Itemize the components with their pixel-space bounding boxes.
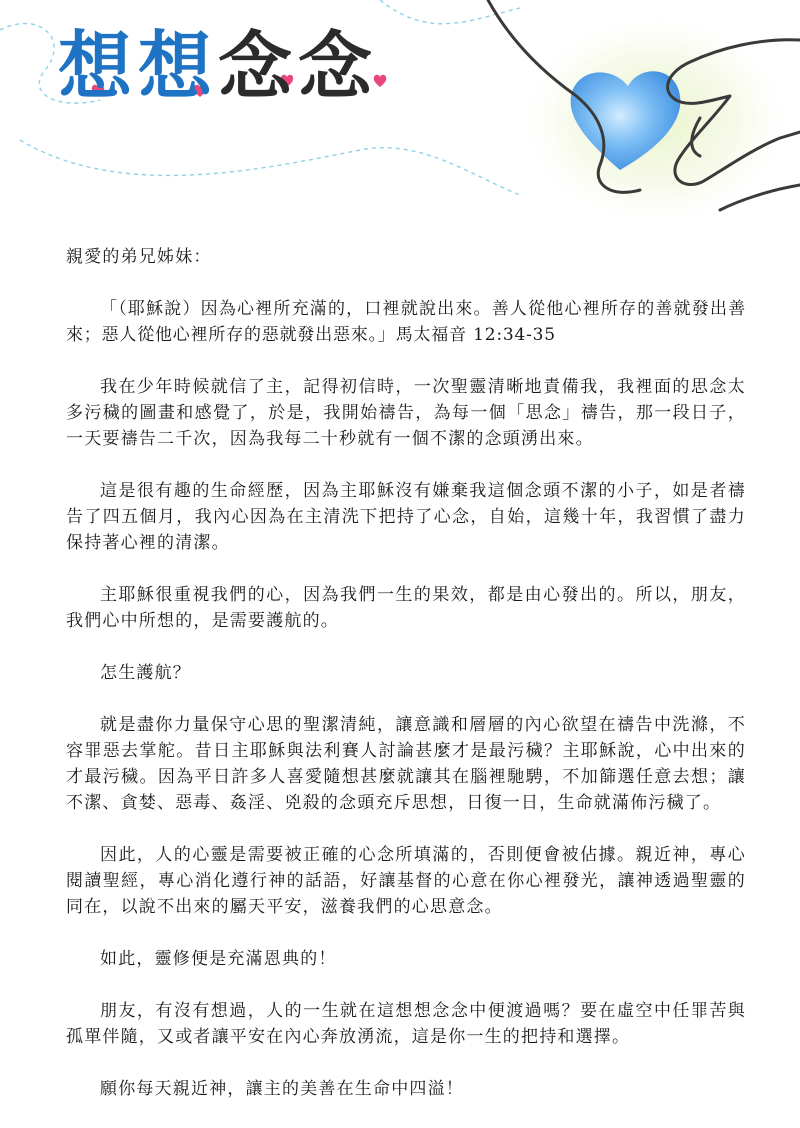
dashed-swirl-bottom xyxy=(20,140,520,195)
paragraph-2: 這是很有趣的生命經歷，因為主耶穌沒有嫌棄我這個念頭不潔的小子，如是者禱告了四五個月，我內心因為在主清洗下把持了心念，自始，這幾十年，我習慣了盡力保持著心裡的清潔。 xyxy=(66,481,746,553)
header-banner xyxy=(0,0,800,240)
paragraph-6: 因此，人的心靈是需要被正確的心念所填滿的，否則便會被佔據。親近神，專心閱讀聖經，專心消化遵行神的話語，好讓基督的心意在你心裡發光，讓神透過聖靈的同在，以說不出來的屬天平安，滋養我們的心思意念。 xyxy=(66,845,746,917)
paragraph-9: 願你每天親近神，讓主的美善在生命中四溢！ xyxy=(100,1079,464,1099)
page-title xyxy=(58,22,378,112)
paragraph-3: 主耶穌很重視我們的心，因為我們一生的果效，都是由心發出的。所以，朋友，我們心中所想的，是需要護航的。 xyxy=(66,585,746,631)
title-char-1: 想 xyxy=(58,24,138,110)
paragraph-7: 如此，靈修便是充滿恩典的！ xyxy=(100,949,337,969)
paragraph-5: 就是盡你力量保守心思的聖潔清純，讓意識和層層的內心欲望在禱告中洗滌，不容罪惡去掌舵。昔日主耶穌與法利賽人討論甚麼才是最污穢？主耶穌說，心中出來的才最污穢。因為平日許多人喜愛隨想甚麼就讓其在腦裡馳騁，不加篩選任意去想；讓不潔、貪婪、惡毒、姦淫、兇殺的念頭充斥思想，日復一日，生命就滿佈污穢了。 xyxy=(66,715,746,813)
paragraph-8: 朋友，有沒有想過，人的一生就在這想想念念中便渡過嗎？要在虛空中任罪苦與孤單伴隨，又或者讓平安在內心奔放湧流，這是你一生的把持和選擇。 xyxy=(66,1001,746,1047)
paragraph-1: 我在少年時候就信了主，記得初信時，一次聖靈清晰地責備我，我裡面的思念太多污穢的圖畫和感覺了，於是，我開始禱告，為每一個「思念」禱告，那一段日子，一天要禱告二千次，因為我每二十秒就有一個不潔的念頭湧出來。 xyxy=(66,377,746,449)
title-char-3: 念 xyxy=(218,24,298,110)
letter-body xyxy=(66,244,746,1128)
title-char-4: 念 xyxy=(298,24,378,110)
salutation: 親愛的弟兄姊妹： xyxy=(66,247,212,267)
paragraph-4: 怎生護航？ xyxy=(100,663,191,683)
title-char-2: 想 xyxy=(138,24,218,110)
scripture-quote: 「（耶穌說）因為心裡所充滿的，口裡就說出來。善人從他心裡所存的善就發出善來；惡人從他心裡所存的惡就發出惡來。」馬太福音 12:34-35 xyxy=(66,299,746,345)
